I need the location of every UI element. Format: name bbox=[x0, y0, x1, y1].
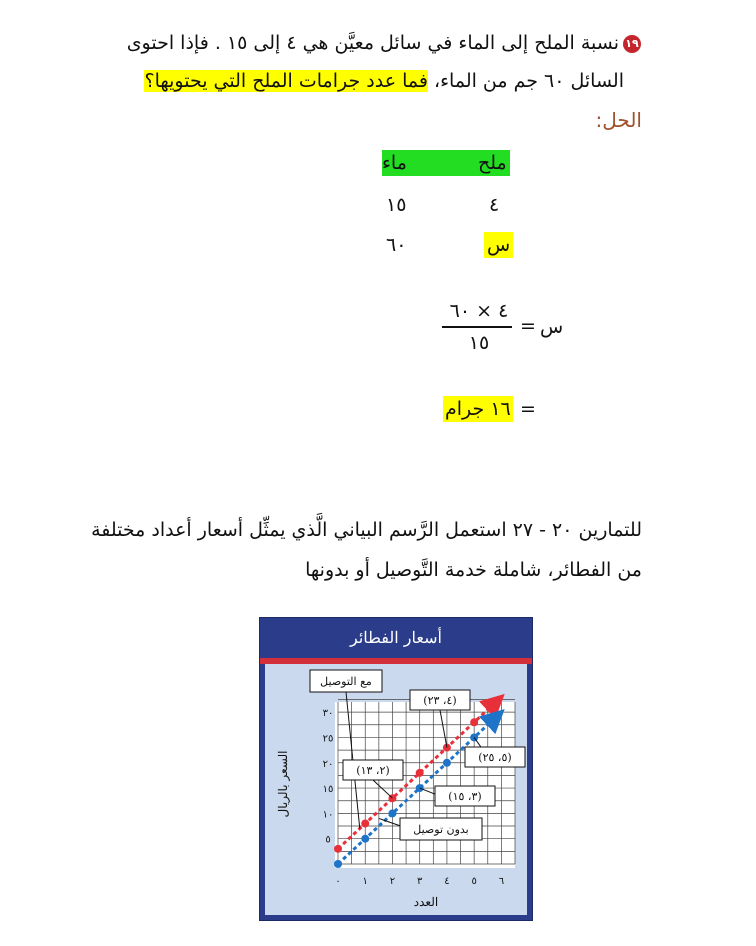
data-point bbox=[443, 759, 451, 767]
y-tick-label: ٢٥ bbox=[322, 733, 334, 745]
result-value: ١٦ جرام bbox=[445, 398, 511, 420]
data-point bbox=[334, 860, 342, 868]
exercise-intro-line-2: من الفطائر، شاملة خدمة التَّوصيل أو بدونها bbox=[305, 559, 642, 581]
question-text-2: السائل ٦٠ جم من الماء، bbox=[427, 70, 624, 92]
point-annotation: (٢، ١٣) bbox=[356, 764, 390, 777]
header-water: ماء bbox=[382, 152, 407, 174]
equation-equals: = bbox=[520, 315, 536, 337]
data-point bbox=[334, 845, 342, 853]
data-point bbox=[361, 835, 369, 843]
question-line-2 bbox=[144, 66, 624, 96]
y-axis-title: السعر بالريال bbox=[276, 750, 290, 818]
equation-numerator: ٤ × ٦٠ bbox=[449, 300, 509, 322]
y-tick-label: ٥ bbox=[325, 834, 331, 846]
data-point bbox=[443, 744, 451, 752]
data-point bbox=[416, 769, 424, 777]
legend-without-delivery: بدون توصيل bbox=[413, 823, 469, 836]
point-annotation: (٤، ٢٣) bbox=[423, 694, 457, 707]
y-tick-label: ٣٠ bbox=[322, 708, 334, 720]
data-point bbox=[388, 809, 396, 817]
result-equals: = bbox=[520, 398, 536, 420]
question-text-1: نسبة الملح إلى الماء في سائل معيَّن هي ٤ إلى ١٥ . فإذا احتوى bbox=[126, 32, 619, 54]
chart-svg bbox=[265, 664, 527, 915]
x-tick-label: ٥ bbox=[471, 876, 477, 887]
fraction-bar bbox=[442, 326, 512, 328]
header-salt: ملح bbox=[478, 152, 507, 174]
solution-label: الحل: bbox=[595, 108, 642, 132]
y-tick-label: ٢٠ bbox=[322, 758, 334, 770]
row1-salt: ٤ bbox=[489, 194, 500, 216]
question-line-1 bbox=[127, 28, 641, 58]
point-annotation: (٣، ١٥) bbox=[448, 790, 482, 803]
pie-prices-chart-card bbox=[259, 617, 533, 921]
x-tick-label: ١ bbox=[362, 876, 368, 887]
chart-plot-area bbox=[265, 664, 527, 915]
legend-with-delivery: مع التوصيل bbox=[320, 675, 372, 688]
data-point bbox=[470, 718, 478, 726]
chart-title: أسعار الفطائر bbox=[350, 628, 442, 647]
y-tick-label: ١٥ bbox=[322, 784, 334, 796]
equation-denominator: ١٥ bbox=[468, 332, 490, 354]
x-tick-label: ٠ bbox=[335, 876, 341, 887]
x-tick-label: ٣ bbox=[417, 876, 423, 887]
equation-variable: س bbox=[540, 316, 564, 338]
x-tick-label: ٤ bbox=[444, 876, 450, 887]
row2-salt: س bbox=[484, 232, 513, 258]
question-highlight: فما عدد جرامات الملح التي يحتويها؟ bbox=[144, 70, 428, 92]
question-number-badge: ١٩ bbox=[623, 35, 641, 53]
x-tick-label: ٦ bbox=[498, 876, 505, 887]
data-point bbox=[361, 820, 369, 828]
row2-water: ٦٠ bbox=[386, 234, 407, 256]
x-axis-title: العدد bbox=[413, 895, 439, 909]
y-tick-label: ١٠ bbox=[322, 809, 334, 821]
row1-water: ١٥ bbox=[386, 194, 407, 216]
exercise-intro-line-1: للتمارين ٢٠ - ٢٧ استعمل الرَّسم البياني الَّذي يمثِّل أسعار أعداد مختلفة bbox=[91, 519, 642, 541]
point-annotation: (٥، ٢٥) bbox=[478, 751, 512, 764]
x-tick-label: ٢ bbox=[389, 876, 396, 887]
